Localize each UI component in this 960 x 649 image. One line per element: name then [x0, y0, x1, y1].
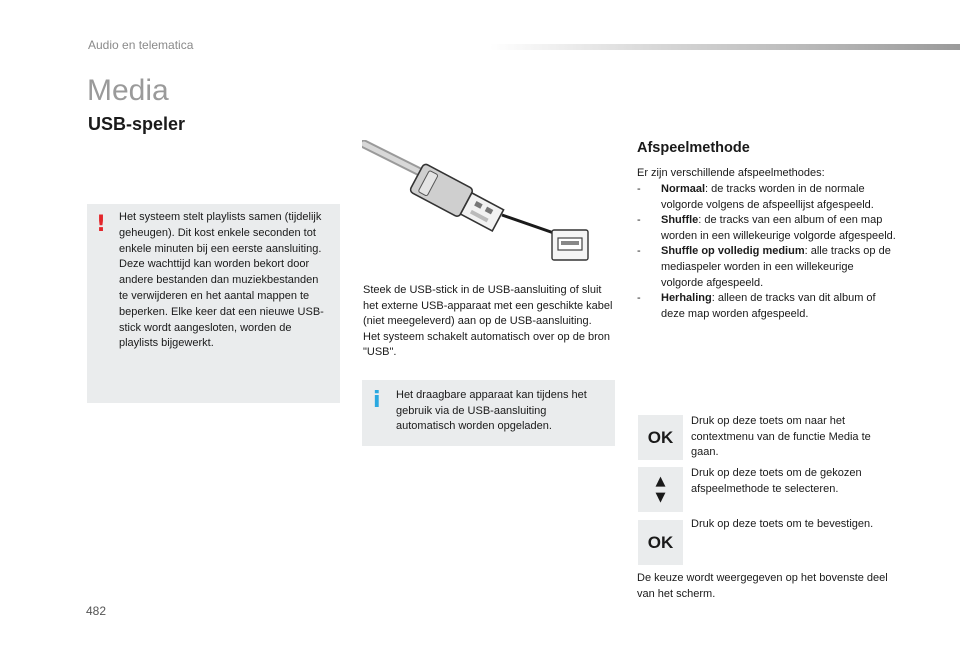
mode-name: Shuffle [661, 214, 699, 227]
playback-title: Afspeelmethode [637, 140, 750, 156]
usb-instruction-p1: Steek de USB-stick in de USB-aansluiting of sluit het externe USB-apparaat met een geschikte kabel (niet meegeleverd) aan op de USB-aansluiting. [363, 284, 613, 328]
mode-name: Normaal [661, 183, 706, 195]
warning-text: Het systeem stelt playlists samen (tijdelijk geheugen). Dit kost enkele seconden tot enkele minuten bij een eerste aansluiting. Deze wachttijd kan worden bekort door andere bestanden dan muziekbestanden te verwijderen en het aantal mappen te beperken. Elke keer dat een nieuwe USB-stick wordt aangesloten, worden de playlists bijgewerkt. [119, 211, 324, 350]
mode-name: Herhaling [661, 292, 712, 305]
mode-desc: : de tracks worden in de normale volgorde volgens de afspeellijst afgespeeld. [661, 183, 874, 211]
list-item: - Normaal: de tracks worden in de normale volgorde volgens de afspeellijst afgespeeld. [637, 183, 874, 211]
list-item: - Herhaling: alleen de tracks van dit album of deze map worden afgespeeld. [637, 292, 876, 320]
usb-instruction-text [363, 283, 613, 361]
up-down-arrows-icon [638, 467, 683, 512]
warning-icon: ! [96, 212, 107, 237]
usb-stick-illustration [362, 140, 592, 265]
playback-intro: Er zijn verschillende afspeelmethodes: [637, 167, 825, 179]
mode-desc: : alleen de tracks van dit album of deze map worden afgespeeld. [661, 292, 876, 320]
list-item: - Shuffle: de tracks van een album of een map worden in een willekeurige volgorde afgespeeld. [637, 214, 896, 242]
mode-desc: : de tracks van een album of een map worden in een willekeurige volgorde afgespeeld. [661, 214, 896, 242]
ok-button-icon: OK [638, 415, 683, 460]
step-text-select: Druk op deze toets om de gekozen afspeelmethode te selecteren. [691, 467, 862, 495]
mode-desc: : alle tracks op de mediaspeler worden in een willekeurige volgorde afgespeeld. [661, 245, 891, 289]
usb-instruction-p2: Het systeem schakelt automatisch over op de bron "USB". [363, 330, 611, 359]
list-item: - Shuffle op volledig medium: alle tracks op de mediaspeler worden in een willekeurige volgorde afgespeeld. [637, 245, 891, 289]
page-title: Media [87, 74, 169, 107]
page-number: 482 [86, 604, 107, 618]
info-text: Het draagbare apparaat kan tijdens het gebruik via de USB-aansluiting automatisch worden opgeladen. [396, 389, 587, 433]
info-icon: i [373, 388, 381, 413]
mode-name: Shuffle op volledig medium [661, 245, 805, 258]
section-title-usb: USB-speler [88, 114, 186, 134]
arrow-down-icon: ▼ [655, 489, 666, 505]
arrow-up-icon: ▲ [655, 473, 666, 489]
playback-footer-text: De keuze wordt weergegeven op het bovenste deel van het scherm. [637, 572, 888, 600]
playback-modes-list [637, 182, 897, 322]
ok-button-icon: OK [638, 520, 683, 565]
step-text-open-menu: Druk op deze toets om naar het contextmenu van de functie Media te gaan. [691, 415, 871, 459]
header-gradient-bar [490, 44, 960, 50]
step-text-confirm: Druk op deze toets om te bevestigen. [691, 518, 874, 530]
header-section-title: Audio en telematica [88, 38, 194, 52]
